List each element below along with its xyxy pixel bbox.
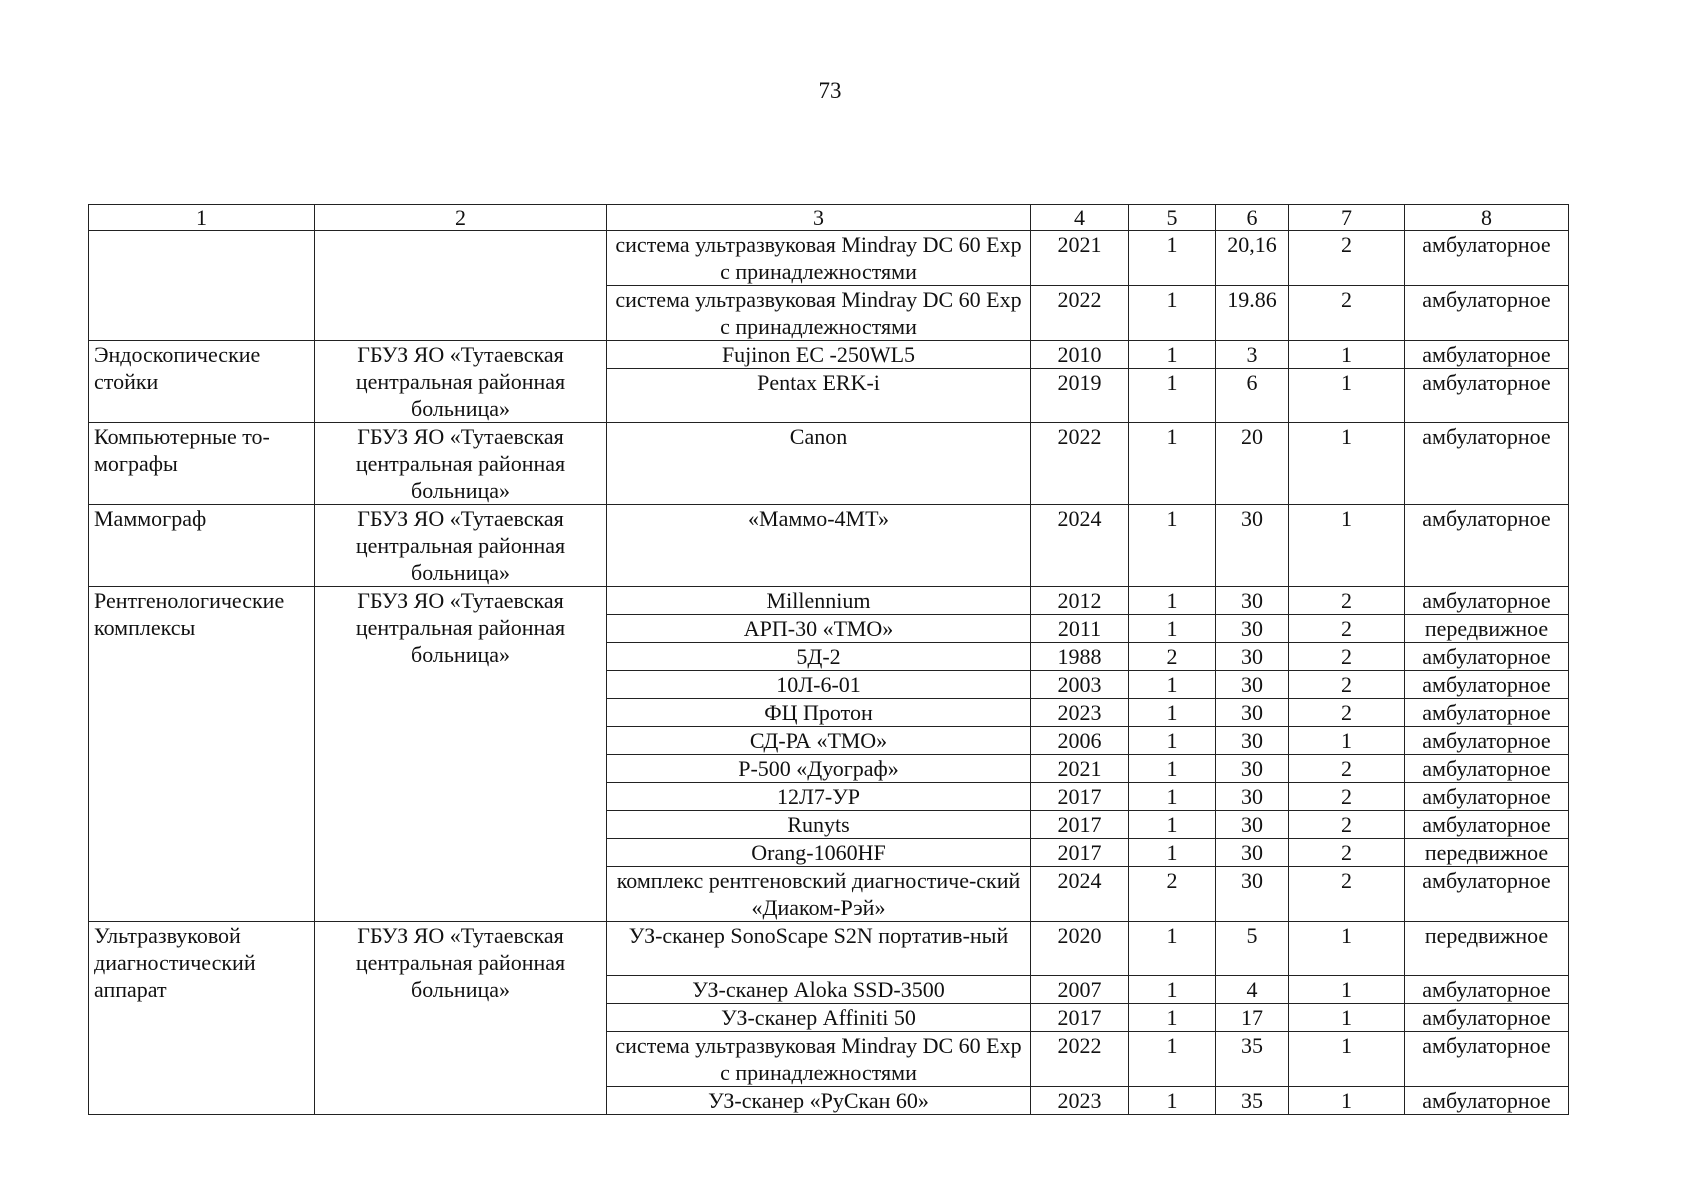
column-6-cell: 6 <box>1216 369 1289 423</box>
quantity-cell: 1 <box>1129 922 1216 976</box>
quantity-cell: 1 <box>1129 1004 1216 1032</box>
column-6-cell: 4 <box>1216 976 1289 1004</box>
column-7-cell: 2 <box>1289 699 1405 727</box>
year-cell: 2023 <box>1031 1087 1129 1115</box>
year-cell: 2020 <box>1031 922 1129 976</box>
year-cell: 2017 <box>1031 839 1129 867</box>
column-7-cell: 2 <box>1289 867 1405 922</box>
organization-cell: ГБУЗ ЯО «Тутаевская центральная районная больница» <box>315 423 607 505</box>
column-6-cell: 30 <box>1216 671 1289 699</box>
column-7-cell: 1 <box>1289 976 1405 1004</box>
column-7-cell: 2 <box>1289 783 1405 811</box>
usage-type-cell: амбулаторное <box>1405 231 1569 286</box>
year-cell: 2022 <box>1031 286 1129 341</box>
equipment-cell: 10Л-6-01 <box>607 671 1031 699</box>
year-cell: 2017 <box>1031 811 1129 839</box>
column-7-cell: 2 <box>1289 811 1405 839</box>
quantity-cell: 1 <box>1129 615 1216 643</box>
usage-type-cell: амбулаторное <box>1405 341 1569 369</box>
equipment-cell: УЗ-сканер Affiniti 50 <box>607 1004 1031 1032</box>
column-6-cell: 20,16 <box>1216 231 1289 286</box>
year-cell: 2019 <box>1031 369 1129 423</box>
column-6-cell: 30 <box>1216 839 1289 867</box>
column-7-cell: 1 <box>1289 341 1405 369</box>
column-6-cell: 35 <box>1216 1032 1289 1087</box>
column-6-cell: 30 <box>1216 755 1289 783</box>
column-7-cell: 2 <box>1289 839 1405 867</box>
column-7-cell: 1 <box>1289 727 1405 755</box>
table-row <box>89 922 1569 976</box>
column-6-cell: 30 <box>1216 867 1289 922</box>
quantity-cell: 2 <box>1129 643 1216 671</box>
usage-type-cell: амбулаторное <box>1405 755 1569 783</box>
column-6-cell: 30 <box>1216 699 1289 727</box>
header-cell-5: 5 <box>1129 205 1216 231</box>
equipment-cell: УЗ-сканер «РуСкан 60» <box>607 1087 1031 1115</box>
quantity-cell: 1 <box>1129 231 1216 286</box>
year-cell: 2022 <box>1031 423 1129 505</box>
column-7-cell: 2 <box>1289 671 1405 699</box>
column-6-cell: 30 <box>1216 783 1289 811</box>
quantity-cell: 1 <box>1129 699 1216 727</box>
column-7-cell: 2 <box>1289 755 1405 783</box>
equipment-cell: «Маммо-4МТ» <box>607 505 1031 587</box>
column-7-cell: 1 <box>1289 1004 1405 1032</box>
table-row <box>89 231 1569 286</box>
equipment-cell: Orang-1060HF <box>607 839 1031 867</box>
equipment-cell: Canon <box>607 423 1031 505</box>
year-cell: 2010 <box>1031 341 1129 369</box>
equipment-cell: УЗ-сканер Aloka SSD-3500 <box>607 976 1031 1004</box>
equipment-cell: СД-РА «ТМО» <box>607 727 1031 755</box>
usage-type-cell: амбулаторное <box>1405 671 1569 699</box>
equipment-cell: Fujinon EC -250WL5 <box>607 341 1031 369</box>
usage-type-cell: амбулаторное <box>1405 505 1569 587</box>
usage-type-cell: амбулаторное <box>1405 699 1569 727</box>
equipment-cell: система ультразвуковая Mindray DC 60 Exp с принадлежностями <box>607 231 1031 286</box>
usage-type-cell: амбулаторное <box>1405 727 1569 755</box>
column-6-cell: 30 <box>1216 811 1289 839</box>
equipment-cell: Pentax ERK-i <box>607 369 1031 423</box>
quantity-cell: 1 <box>1129 727 1216 755</box>
category-cell: Компьютерные то-мографы <box>89 423 315 505</box>
quantity-cell: 1 <box>1129 976 1216 1004</box>
category-cell: Эндоскопические стойки <box>89 341 315 423</box>
column-6-cell: 19.86 <box>1216 286 1289 341</box>
equipment-cell: Р-500 «Дуограф» <box>607 755 1031 783</box>
quantity-cell: 1 <box>1129 783 1216 811</box>
column-7-cell: 1 <box>1289 1032 1405 1087</box>
header-cell-8: 8 <box>1405 205 1569 231</box>
usage-type-cell: амбулаторное <box>1405 423 1569 505</box>
year-cell: 2017 <box>1031 783 1129 811</box>
column-7-cell: 1 <box>1289 369 1405 423</box>
usage-type-cell: амбулаторное <box>1405 1032 1569 1087</box>
equipment-cell: АРП-30 «ТМО» <box>607 615 1031 643</box>
organization-cell <box>315 231 607 341</box>
equipment-cell: комплекс рентгеновский диагностиче-ский «Диаком-Рэй» <box>607 867 1031 922</box>
usage-type-cell: амбулаторное <box>1405 867 1569 922</box>
usage-type-cell: амбулаторное <box>1405 1087 1569 1115</box>
column-7-cell: 1 <box>1289 922 1405 976</box>
year-cell: 2021 <box>1031 231 1129 286</box>
column-6-cell: 35 <box>1216 1087 1289 1115</box>
category-cell: Маммограф <box>89 505 315 587</box>
category-cell: Ультразвуковой диагностический аппарат <box>89 922 315 1115</box>
equipment-cell: 5Д-2 <box>607 643 1031 671</box>
quantity-cell: 1 <box>1129 811 1216 839</box>
quantity-cell: 1 <box>1129 369 1216 423</box>
equipment-table <box>88 204 1569 1115</box>
column-6-cell: 30 <box>1216 587 1289 615</box>
usage-type-cell: амбулаторное <box>1405 1004 1569 1032</box>
quantity-cell: 1 <box>1129 1087 1216 1115</box>
year-cell: 1988 <box>1031 643 1129 671</box>
year-cell: 2024 <box>1031 505 1129 587</box>
usage-type-cell: передвижное <box>1405 839 1569 867</box>
year-cell: 2006 <box>1031 727 1129 755</box>
year-cell: 2022 <box>1031 1032 1129 1087</box>
column-7-cell: 2 <box>1289 615 1405 643</box>
table-row <box>89 587 1569 615</box>
category-cell: Рентгенологические комплексы <box>89 587 315 922</box>
quantity-cell: 2 <box>1129 867 1216 922</box>
organization-cell: ГБУЗ ЯО «Тутаевская центральная районная больница» <box>315 341 607 423</box>
column-7-cell: 2 <box>1289 643 1405 671</box>
year-cell: 2007 <box>1031 976 1129 1004</box>
header-cell-6: 6 <box>1216 205 1289 231</box>
year-cell: 2021 <box>1031 755 1129 783</box>
quantity-cell: 1 <box>1129 671 1216 699</box>
quantity-cell: 1 <box>1129 286 1216 341</box>
table-row <box>89 505 1569 587</box>
table-row <box>89 423 1569 505</box>
usage-type-cell: амбулаторное <box>1405 369 1569 423</box>
year-cell: 2023 <box>1031 699 1129 727</box>
column-7-cell: 1 <box>1289 505 1405 587</box>
equipment-cell: Millennium <box>607 587 1031 615</box>
quantity-cell: 1 <box>1129 423 1216 505</box>
category-cell <box>89 231 315 341</box>
column-6-cell: 30 <box>1216 643 1289 671</box>
year-cell: 2003 <box>1031 671 1129 699</box>
header-cell-7: 7 <box>1289 205 1405 231</box>
column-6-cell: 30 <box>1216 727 1289 755</box>
usage-type-cell: амбулаторное <box>1405 643 1569 671</box>
quantity-cell: 1 <box>1129 755 1216 783</box>
year-cell: 2024 <box>1031 867 1129 922</box>
table-row <box>89 341 1569 369</box>
usage-type-cell: амбулаторное <box>1405 976 1569 1004</box>
quantity-cell: 1 <box>1129 1032 1216 1087</box>
header-cell-1: 1 <box>89 205 315 231</box>
year-cell: 2012 <box>1031 587 1129 615</box>
page-number: 73 <box>818 78 842 103</box>
quantity-cell: 1 <box>1129 839 1216 867</box>
column-6-cell: 30 <box>1216 505 1289 587</box>
usage-type-cell: амбулаторное <box>1405 286 1569 341</box>
quantity-cell: 1 <box>1129 341 1216 369</box>
equipment-cell: Runyts <box>607 811 1031 839</box>
equipment-cell: 12Л7-УР <box>607 783 1031 811</box>
column-6-cell: 5 <box>1216 922 1289 976</box>
usage-type-cell: амбулаторное <box>1405 783 1569 811</box>
year-cell: 2017 <box>1031 1004 1129 1032</box>
year-cell: 2011 <box>1031 615 1129 643</box>
usage-type-cell: передвижное <box>1405 615 1569 643</box>
equipment-cell: система ультразвуковая Mindray DC 60 Exp с принадлежностями <box>607 1032 1031 1087</box>
quantity-cell: 1 <box>1129 587 1216 615</box>
column-6-cell: 20 <box>1216 423 1289 505</box>
header-row <box>89 205 1569 231</box>
header-cell-4: 4 <box>1031 205 1129 231</box>
quantity-cell: 1 <box>1129 505 1216 587</box>
usage-type-cell: амбулаторное <box>1405 811 1569 839</box>
column-7-cell: 2 <box>1289 587 1405 615</box>
organization-cell: ГБУЗ ЯО «Тутаевская центральная районная больница» <box>315 587 607 922</box>
header-cell-2: 2 <box>315 205 607 231</box>
column-7-cell: 2 <box>1289 231 1405 286</box>
column-7-cell: 1 <box>1289 423 1405 505</box>
equipment-cell: УЗ-сканер SonoScape S2N портатив-ный <box>607 922 1031 976</box>
usage-type-cell: амбулаторное <box>1405 587 1569 615</box>
column-7-cell: 2 <box>1289 286 1405 341</box>
organization-cell: ГБУЗ ЯО «Тутаевская центральная районная больница» <box>315 505 607 587</box>
column-6-cell: 30 <box>1216 615 1289 643</box>
equipment-cell: ФЦ Протон <box>607 699 1031 727</box>
column-6-cell: 17 <box>1216 1004 1289 1032</box>
usage-type-cell: передвижное <box>1405 922 1569 976</box>
column-6-cell: 3 <box>1216 341 1289 369</box>
organization-cell: ГБУЗ ЯО «Тутаевская центральная районная больница» <box>315 922 607 1115</box>
equipment-cell: система ультразвуковая Mindray DC 60 Exp с принадлежностями <box>607 286 1031 341</box>
column-7-cell: 1 <box>1289 1087 1405 1115</box>
header-cell-3: 3 <box>607 205 1031 231</box>
